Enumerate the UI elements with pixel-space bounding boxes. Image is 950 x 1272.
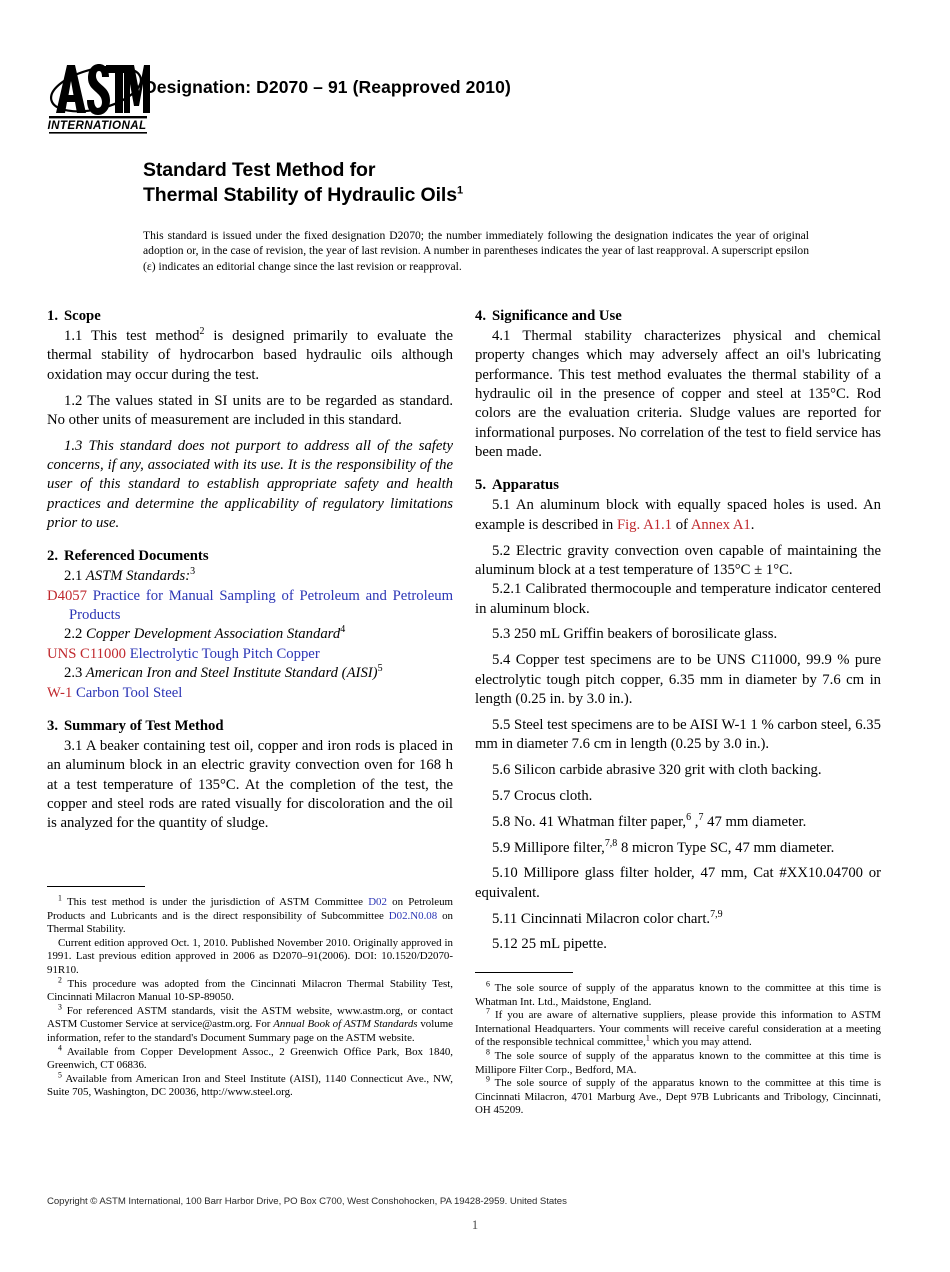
paragraph-5-3: 5.3 250 mL Griffin beakers of borosilicate glass. — [492, 626, 778, 643]
paragraph-5-1 — [475, 496, 881, 535]
astm-logo-icon — [46, 58, 150, 138]
title-footnote-marker: 1 — [457, 184, 464, 197]
footnote-8-marker: 8 — [486, 1047, 490, 1057]
subsection-2-2-title: Copper Development Association Standard — [86, 626, 341, 643]
subsection-2-1-footnote-marker: 3 — [190, 566, 196, 578]
paragraph-5-7: 5.7 Crocus cloth. — [492, 787, 593, 804]
paragraph-5-2: 5.2 Electric gravity convection oven capable of maintaining the aluminum block at a test temperature of 135°C ± 1°C. — [475, 542, 881, 578]
footnote-1-text-end: on Thermal Stability. — [47, 909, 453, 936]
reference-d4057-id[interactable]: D4057 — [47, 587, 87, 604]
footnote-7 — [475, 1006, 881, 1050]
para-1-1-text-a: This test method — [91, 328, 200, 344]
section-2-number: 2. — [47, 548, 59, 565]
footnote-4-marker: 4 — [58, 1042, 62, 1052]
paragraph-5-2-1: 5.2.1 Calibrated thermocouple and temperature indicator centered in aluminum block. — [475, 581, 881, 617]
footnote-1-marker: 1 — [58, 893, 62, 903]
section-heading-5 — [475, 475, 881, 495]
designation-line: Designation: D2070 – 91 (Reapproved 2010) — [144, 77, 511, 97]
section-heading-4 — [475, 306, 881, 326]
footnote-separator-rule — [47, 886, 145, 887]
paragraph-1-1 — [47, 327, 453, 385]
footnote-2-text: This procedure was adopted from the Cincinnati Milacron Thermal Stability Test, Cincinnati Milacron Manual 10-SP-89050. — [47, 977, 454, 1004]
paragraph-5-9 — [475, 839, 881, 858]
section-1-title: Scope — [64, 308, 101, 324]
reference-w1-id[interactable]: W-1 — [47, 684, 73, 701]
para-5-9-text-end: 8 micron Type SC, 47 mm diameter. — [617, 839, 835, 856]
reference-uns-c11000-title[interactable]: Electrolytic Tough Pitch Copper — [129, 645, 320, 662]
section-4-title: Significance and Use — [492, 308, 622, 324]
footnote-9 — [475, 1074, 881, 1118]
para-5-11-text-a: 5.11 Cincinnati Milacron color chart. — [492, 910, 711, 927]
reference-item-uns-c11000[interactable] — [47, 645, 453, 664]
subsection-2-3-footnote-marker: 5 — [377, 663, 383, 675]
spacer — [47, 703, 453, 716]
para-5-9-text-a: 5.9 Millipore filter, — [492, 839, 605, 856]
footnote-3-text-end: volume information, refer to the standard's Document Summary page on the ASTM website. — [47, 1018, 453, 1044]
para-5-1-text-end: . — [750, 516, 755, 533]
section-2-title: Referenced Documents — [64, 548, 209, 565]
subsection-2-3-title: American Iron and Steel Institute Standard (AISI) — [85, 665, 378, 682]
section-3-title: Summary of Test Method — [64, 717, 224, 734]
footnote-5 — [47, 1070, 454, 1100]
section-heading-2 — [47, 546, 453, 566]
footnote-4 — [47, 1042, 454, 1073]
title-line-2-text: Thermal Stability of Hydraulic Oils — [143, 184, 457, 206]
spacer — [475, 462, 881, 475]
footnote-3-marker: 3 — [58, 1002, 62, 1012]
reference-w1-title[interactable]: Carbon Tool Steel — [75, 684, 183, 701]
footnote-9-marker: 9 — [486, 1074, 490, 1084]
left-column — [47, 306, 453, 834]
footnote-7-inline-marker: 1 — [645, 1033, 650, 1043]
right-column — [475, 306, 881, 955]
footnote-8-text: The sole source of supply of the apparatus known to the committee at this time is Millipore Filter Corp., Bedford, MA. — [475, 1049, 881, 1076]
copyright-line: Copyright © ASTM International, 100 Barr Harbor Drive, PO Box C700, West Conshohocken, PA 19428-2959. United States — [47, 1196, 567, 1207]
paragraph-5-6: 5.6 Silicon carbide abrasive 320 grit with cloth backing. — [492, 762, 822, 779]
footnote-2-marker: 2 — [58, 974, 62, 984]
para-5-11-footnote-marker: 7,9 — [710, 908, 723, 920]
footnote-5-text: Available from American Iron and Steel Institute (AISI), 1140 Connecticut Ave., NW, Suite 705, Washington, DC 20036, http://www.steel.org. — [47, 1072, 454, 1099]
footnote-3-text-a: For referenced ASTM standards, visit the ASTM website, www.astm.org, or contact ASTM Customer Service at service@astm.org. For — [47, 1004, 453, 1031]
section-3-number: 3. — [47, 717, 59, 734]
section-4-number: 4. — [475, 308, 487, 324]
paragraph-1-3: 1.3 This standard does not purport to address all of the safety concerns, if any, associated with its use. It is the responsibility of the user of this standard to establish appropriate safety and health practices and determine the applicability of regulatory limitations prior to use. — [47, 437, 453, 532]
section-heading-1 — [47, 306, 453, 326]
footnote-6 — [475, 979, 881, 1009]
para-1-1-footnote-marker: 2 — [199, 326, 205, 338]
page-title — [143, 158, 843, 208]
footnote-2 — [47, 974, 454, 1005]
para-5-8-text-end: 47 mm diameter. — [703, 813, 807, 830]
subsection-2-2-label — [47, 625, 453, 644]
subsection-2-1-number: 2.1 — [64, 568, 83, 585]
section-5-title: Apparatus — [492, 477, 559, 494]
title-line-2 — [143, 183, 843, 208]
paragraph-5-12: 5.12 25 mL pipette. — [492, 936, 607, 953]
standard-preamble: This standard is issued under the fixed designation D2070; the number immediately following the designation indicates the year of original adoption or, in the case of revision, the year of last revision. A number in parentheses indicates the year of last reapproval. A superscript epsilon (ε) indicates an editorial change since the last revision or reapproval. — [143, 229, 809, 273]
title-line-1: Standard Test Method for — [143, 159, 376, 181]
subsection-2-3-label — [47, 664, 453, 683]
paragraph-5-4: 5.4 Copper test specimens are to be UNS C11000, 99.9 % pure electrolytic tough pitch copper, 6.35 mm in diameter by 7.6 cm in length (0.25 in. by 3.0 in.). — [475, 652, 881, 707]
section-1-number: 1. — [47, 308, 59, 324]
subsection-2-2-footnote-marker: 4 — [340, 624, 346, 636]
section-5-number: 5. — [475, 477, 487, 494]
footnote-6-text: The sole source of supply of the apparatus known to the committee at this time is Whatman Int. Ltd., Maidstone, England. — [475, 982, 881, 1008]
page-number: 1 — [471, 1218, 479, 1232]
footnote-7-marker: 7 — [486, 1006, 490, 1016]
paragraph-5-11 — [475, 910, 881, 929]
paragraph-5-10: 5.10 Millipore glass filter holder, 47 mm, Cat #XX10.04700 or equivalent. — [475, 865, 881, 901]
para-5-8-text-a: 5.8 No. 41 Whatman filter paper, — [492, 813, 687, 830]
spacer — [47, 533, 453, 546]
para-5-1-text-a: 5.1 An aluminum block with equally spaced holes is used. An example is described in — [475, 497, 881, 533]
subsection-2-3-number: 2.3 — [64, 665, 83, 682]
footnote-4-text: Available from Copper Development Assoc., 2 Greenwich Office Park, Box 1840, Greenwich, CT 06836. — [47, 1045, 454, 1072]
paragraph-3-1: 3.1 A beaker containing test oil, copper and iron rods is placed in an aluminum block in an electric gravity convection oven for 168 h at a test temperature of 135°C. At the completion of the test, the copper and steel rods are rated visually for discoloration and the oil is analyzed for the quantity of sludge. — [47, 737, 453, 832]
para-5-1-text-mid: of — [672, 516, 691, 533]
para-5-8-text-mid: , — [691, 813, 699, 830]
paragraph-1-2: 1.2 The values stated in SI units are to be regarded as standard. No other units of measurement are included in this standard. — [47, 392, 453, 428]
link-annex-a1[interactable]: Annex A1 — [690, 516, 751, 533]
link-fig-a1-1[interactable]: Fig. A1.1 — [616, 516, 673, 533]
svg-text:INTERNATIONAL: INTERNATIONAL — [47, 119, 147, 132]
footnote-9-text: The sole source of supply of the apparatus known to the committee at this time is Cincinnati Milacron, 4701 Marburg Ave., Dept 97B Lubricants and Tribology, Cincinnati, OH 45209. — [475, 1077, 881, 1117]
footnote-3-italic-title: Annual Book of ASTM Standards — [273, 1018, 418, 1031]
footnote-separator-rule — [475, 972, 573, 973]
title-block — [143, 158, 843, 208]
subsection-2-1-title: ASTM Standards: — [85, 568, 191, 585]
footnote-1-text-mid: on Petroleum Products and Lubricants and is the direct responsibility of Subcommittee — [47, 896, 454, 922]
para-5-9-footnote-marker: 7,8 — [604, 837, 618, 849]
footnote-1-continuation: Current edition approved Oct. 1, 2010. Published November 2010. Originally approved in 1991. Last previous edition approved in 2006 as D2070–91(2006). DOI: 10.1520/D2070-91R10. — [47, 936, 453, 976]
footnote-7-text-a: If you are aware of alternative suppliers, please provide this information to ASTM International Headquarters. Your comments will receive careful consideration at a meeting of the responsible technical committee, — [475, 1009, 881, 1049]
footnote-8 — [475, 1047, 881, 1077]
para-1-1-number: 1.1 — [64, 328, 83, 344]
reference-item-d4057[interactable] — [47, 587, 453, 626]
para-5-8-footnote-marker-7: 7 — [698, 811, 704, 823]
footnote-6-marker: 6 — [486, 979, 490, 989]
footnote-5-marker: 5 — [58, 1070, 62, 1080]
link-committee-d02[interactable]: D02 — [368, 896, 387, 908]
subsection-2-2-number: 2.2 — [64, 626, 83, 643]
section-heading-3 — [47, 716, 453, 736]
paragraph-5-8 — [475, 813, 881, 832]
reference-uns-c11000-id[interactable]: UNS C11000 — [47, 645, 127, 662]
footnote-3 — [47, 1002, 453, 1046]
footnote-7-text-end: which you may attend. — [649, 1036, 752, 1049]
reference-item-w1[interactable] — [47, 684, 453, 703]
subsection-2-1-label — [47, 567, 453, 586]
footnotes-right-column — [475, 972, 881, 1118]
para-5-8-footnote-marker-6: 6 — [686, 811, 692, 823]
footnotes-left-column — [47, 886, 453, 1100]
masthead — [46, 58, 906, 144]
link-subcommittee-d02-n0-08[interactable]: D02.N0.08 — [388, 909, 438, 922]
footnote-1-text-a: This test method is under the jurisdiction of ASTM Committee — [66, 896, 369, 908]
paragraph-5-5: 5.5 Steel test specimens are to be AISI W-1 1 % carbon steel, 6.35 mm in diameter 7.6 cm in length (0.25 by 3.0 in.). — [475, 716, 881, 753]
para-1-1-text-b: is designed primarily to evaluate the thermal stability of hydrocarbon based hydraulic oils although oxidation may occur during the test. — [47, 328, 453, 383]
paragraph-4-1: 4.1 Thermal stability characterizes physical and chemical property changes which may adversely affect an oil's lubricating performance. This test method evaluates the thermal stability of a hydraulic oil in the presence of copper and steel at 135°C. Rod colors are the evaluation criteria. Sludge values are reported for informational purposes. No correlation of the test to field service has been made. — [475, 328, 881, 461]
reference-d4057-title[interactable]: Practice for Manual Sampling of Petroleum and Petroleum Products — [69, 587, 453, 624]
footnote-1 — [47, 893, 454, 937]
